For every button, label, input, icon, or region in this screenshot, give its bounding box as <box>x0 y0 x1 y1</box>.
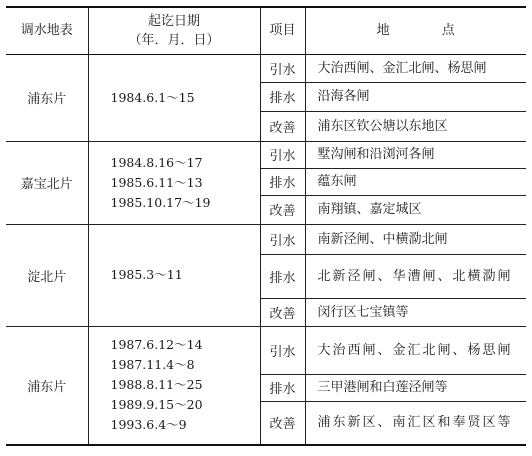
dates-cell <box>88 224 260 326</box>
region-label: 嘉宝北片 <box>20 177 73 192</box>
location-text: 闵行区七宝镇等 <box>317 304 409 320</box>
table-row <box>6 141 526 168</box>
item-label: 排水 <box>269 382 296 397</box>
item-cell <box>260 326 305 374</box>
header-region <box>6 7 88 54</box>
item-label: 引水 <box>269 344 296 360</box>
date-range: 1984.6.1～15 <box>110 89 195 105</box>
item-cell <box>260 224 305 254</box>
date-range: 1985.10.17～19 <box>110 194 211 210</box>
region-cell <box>6 224 88 326</box>
header-dates <box>88 7 260 54</box>
table-row <box>6 224 526 254</box>
date-range: 1988.8.11～25 <box>110 377 203 393</box>
location-cell <box>305 141 526 168</box>
item-cell <box>260 168 305 195</box>
region-label: 浦东片 <box>27 92 67 107</box>
date-range: 1985.6.11～13 <box>110 174 203 190</box>
region-label: 淀北片 <box>27 269 67 285</box>
location-text: 大治西闸、金汇北闸、杨思闸 <box>317 60 487 76</box>
header-item <box>260 7 305 54</box>
table-row <box>6 326 526 374</box>
item-label: 排水 <box>269 91 296 106</box>
header-location <box>305 7 526 54</box>
dates-cell <box>88 141 260 224</box>
item-cell <box>260 254 305 298</box>
item-label: 引水 <box>269 233 296 249</box>
dates-cell <box>88 326 260 445</box>
location-cell <box>305 374 526 401</box>
location-text: 墅沟闸和沿浏河各闸 <box>317 147 435 162</box>
location-cell <box>305 254 526 298</box>
location-cell <box>305 401 526 445</box>
location-text: 南新泾闸、中横泐北闸 <box>317 231 448 247</box>
header-location-label: 地 点 <box>376 23 479 39</box>
item-label: 引水 <box>269 62 296 78</box>
item-label: 排水 <box>269 176 296 191</box>
location-cell <box>305 326 526 374</box>
table-row <box>6 54 526 82</box>
item-cell <box>260 54 305 82</box>
location-text: 浦东新区、南汇区和奉贤区等 <box>317 415 513 431</box>
item-label: 改善 <box>269 120 296 136</box>
region-cell <box>6 326 88 445</box>
location-text: 蕴东闸 <box>317 174 357 189</box>
region-label: 浦东片 <box>27 379 67 395</box>
item-cell <box>260 82 305 111</box>
location-cell <box>305 82 526 111</box>
item-cell <box>260 111 305 141</box>
item-label: 改善 <box>269 417 296 433</box>
item-cell <box>260 298 305 326</box>
item-label: 排水 <box>269 270 296 286</box>
header-dates-label: 起讫日期 <box>147 13 200 29</box>
location-cell <box>305 54 526 82</box>
location-text: 南翔镇、嘉定城区 <box>317 202 422 217</box>
item-label: 引水 <box>269 149 296 164</box>
header-dates-sublabel: （年．月．日） <box>128 32 220 48</box>
location-cell <box>305 298 526 326</box>
location-text: 沿海各闸 <box>317 89 370 104</box>
date-range: 1984.8.16～17 <box>110 154 203 170</box>
item-cell <box>260 374 305 401</box>
date-range: 1989.9.15～20 <box>110 397 203 413</box>
date-range: 1987.11.4～8 <box>110 357 195 373</box>
date-range: 1993.6.4～9 <box>110 417 187 433</box>
location-cell <box>305 111 526 141</box>
item-cell <box>260 401 305 445</box>
location-text: 三甲港闸和白莲泾闸等 <box>317 380 448 395</box>
item-label: 改善 <box>269 204 296 219</box>
location-text: 大治西闸、金汇北闸、杨思闸 <box>317 342 513 358</box>
location-text: 浦东区钦公塘以东地区 <box>317 118 448 134</box>
water-diversion-table <box>6 6 526 446</box>
header-item-label: 项目 <box>269 23 296 39</box>
location-cell <box>305 168 526 195</box>
region-cell <box>6 141 88 224</box>
table-header-row <box>6 7 526 54</box>
location-cell <box>305 224 526 254</box>
header-region-label: 调水地表 <box>20 23 73 39</box>
item-label: 改善 <box>269 306 296 322</box>
date-range: 1987.6.12～14 <box>110 337 203 353</box>
region-cell <box>6 54 88 141</box>
item-cell <box>260 141 305 168</box>
location-text: 北新泾闸、华漕闸、北横泐闸 <box>317 268 513 284</box>
dates-cell <box>88 54 260 141</box>
date-range: 1985.3～11 <box>110 267 183 282</box>
location-cell <box>305 195 526 224</box>
item-cell <box>260 195 305 224</box>
